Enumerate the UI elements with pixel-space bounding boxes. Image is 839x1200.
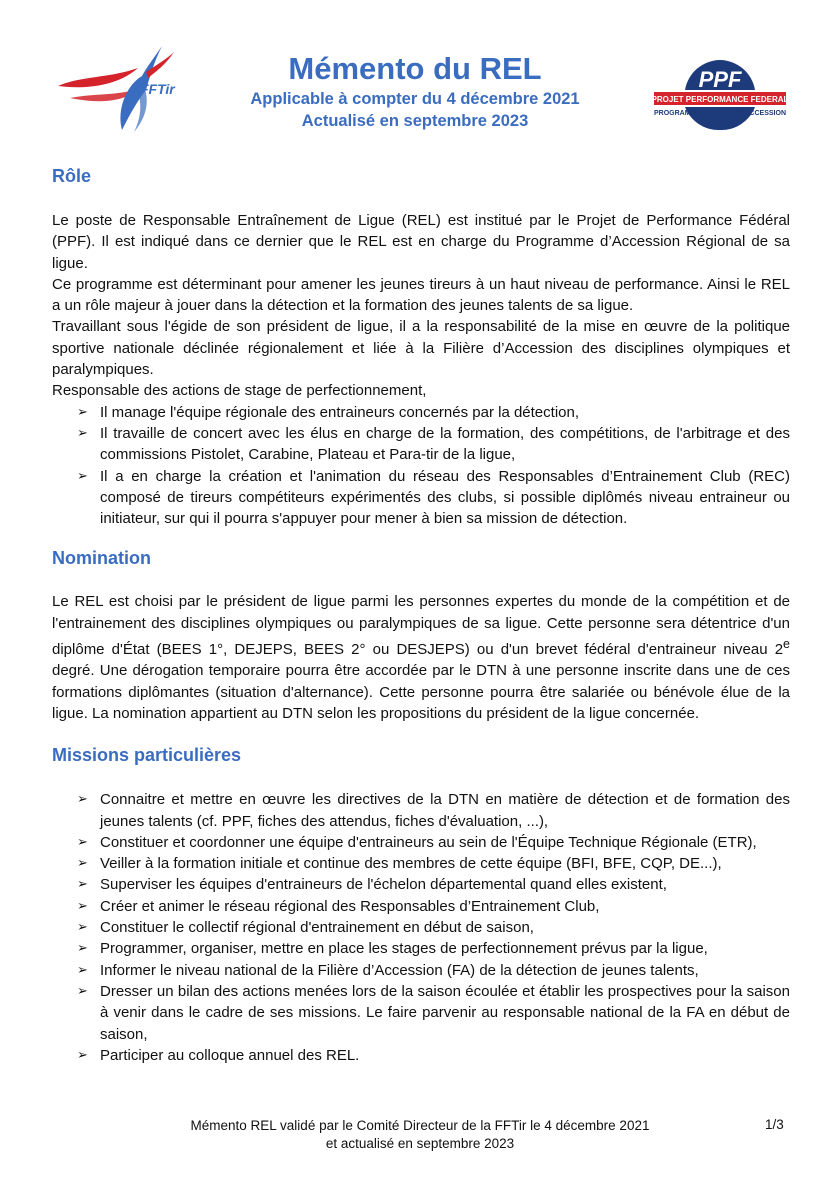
nomination-paragraph: [52, 591, 790, 724]
list-item: ➢ Il travaille de concert avec les élus en charge de la formation, des compétitions, de l'arbitrage et des commissions Pistolet, Carabine, Plateau et Para-tir de la ligue,: [52, 423, 790, 466]
ppf-logo-band: PROJET PERFORMANCE FEDERAL: [651, 95, 789, 104]
title-block: [180, 50, 650, 132]
role-paragraph: Ce programme est déterminant pour amener les jeunes tireurs à un haut niveau de performance. Ainsi le REL a un rôle majeur à jouer dans la détection et la formation des jeunes talents de sa ligue.: [52, 275, 790, 315]
list-item: ➢ Dresser un bilan des actions menées lors de la saison écoulée et établir les prospectives pour la saison à venir dans le cadre de ses missions. Le faire parvenir au responsable national de la FA en début de saison,: [52, 981, 790, 1045]
section-heading-missions: Missions particulières: [52, 745, 242, 766]
fftir-logo: [50, 38, 180, 138]
role-bullet-list: [52, 402, 790, 530]
list-item: ➢ Il manage l'équipe régionale des entraineurs concernés par la détection,: [52, 402, 790, 423]
list-item: ➢ Participer au colloque annuel des REL.: [52, 1045, 790, 1066]
degree-superscript: e: [783, 637, 790, 652]
document-body: [52, 155, 790, 1066]
ppf-logo-main: PPF: [698, 67, 742, 92]
missions-bullet-list: [52, 789, 790, 1066]
nomination-text-end: degré. Une dérogation temporaire pourra être accordée par le DTN à une personne inscrite dans une de ces formations diplômantes (situation d'alternance). Cette personne pourra être salariée ou bénévole élue de la ligue. La nomination appartient au DTN selon les propositions du président de la ligue concernée.: [52, 662, 790, 722]
document-header: [0, 0, 839, 150]
role-paragraph: Travaillant sous l'égide de son président de ligue, il a la responsabilité de la mise en œuvre de la politique sportive nationale déclinée régionalement et liée à la Filière d’Accession des disciplines olympiques et paralympiques.: [52, 318, 790, 379]
list-item: ➢ Constituer et coordonner une équipe d'entraineurs au sein de l'Équipe Technique Régionale (ETR),: [52, 832, 790, 853]
footer-line-updated: et actualisé en septembre 2023: [325, 1136, 515, 1151]
fftir-logo-text: FFTir: [140, 81, 175, 97]
role-paragraph: Le poste de Responsable Entraînement de Ligue (REL) est institué par le Projet de Performance Fédéral (PPF). Il est indiqué dans ce dernier que le REL est en charge du Programme d’Accession Régional de sa ligue.: [52, 212, 790, 272]
role-section: [52, 210, 790, 529]
nomination-text-start: Le REL est choisi par le président de ligue parmi les personnes expertes du monde de la compétition et de l'entrainement des disciplines olympiques ou paralympiques de sa ligue. Cette personne sera détentrice d'un diplôme d'État (BEES 1°, DEJEPS, BEES 2° ou DESJEPS) ou d'un brevet fédéral d'entraineur niveau 2: [52, 593, 790, 659]
role-paragraph: Responsable des actions de stage de perfectionnement,: [52, 382, 427, 400]
ppf-logo-left: PROGRAMME: [654, 110, 702, 117]
ppf-logo-right: D'ACCESSION: [737, 110, 786, 117]
page-number: 1/3: [765, 1117, 784, 1132]
subtitle-updated: Actualisé en septembre 2023: [301, 112, 529, 130]
list-item: ➢ Veiller à la formation initiale et continue des membres de cette équipe (BFI, BFE, CQP, DE...),: [52, 853, 790, 874]
ppf-logo: [650, 58, 790, 133]
list-item: ➢ Constituer le collectif régional d'entrainement en début de saison,: [52, 917, 790, 938]
subtitle-applicable: Applicable à compter du 4 décembre 2021: [250, 90, 580, 108]
list-item: ➢ Créer et animer le réseau régional des Responsables d’Entrainement Club,: [52, 896, 790, 917]
page-title: Mémento du REL: [288, 51, 542, 86]
list-item: ➢ Informer le niveau national de la Filière d’Accession (FA) de la détection de jeunes talents,: [52, 960, 790, 981]
section-heading-nomination: Nomination: [52, 548, 151, 569]
section-heading-role: Rôle: [52, 166, 92, 186]
footer-line-validated: Mémento REL validé par le Comité Directeur de la FFTir le 4 décembre 2021: [190, 1118, 650, 1133]
list-item: ➢ Programmer, organiser, mettre en place les stages de perfectionnement prévus par la ligue,: [52, 938, 790, 959]
list-item: ➢ Superviser les équipes d'entraineurs de l'échelon départemental quand elles existent,: [52, 874, 790, 895]
page-footer: [120, 1117, 720, 1153]
list-item: ➢ Il a en charge la création et l'animation du réseau des Responsables d’Entrainement Club (REC) composé de tireurs compétiteurs expérimentés des clubs, si possible diplômés niveau entraineur ou initiateur, sur qui il pourra s'appuyer pour mener à bien sa mission de détection.: [52, 466, 790, 530]
list-item: ➢ Connaitre et mettre en œuvre les directives de la DTN en matière de détection et de formation des jeunes talents (cf. PPF, fiches des attendus, fiches d'évaluation, ...),: [52, 789, 790, 832]
